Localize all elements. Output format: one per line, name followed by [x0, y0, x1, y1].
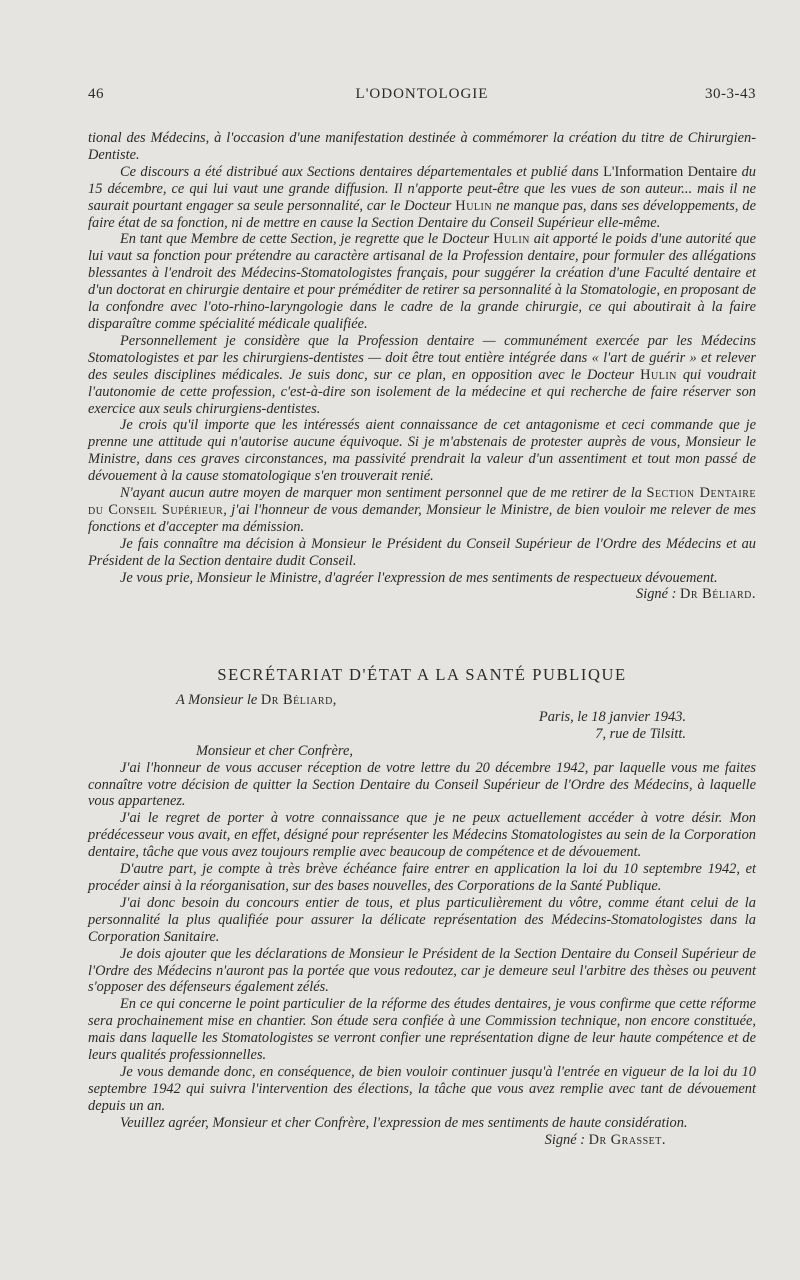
paragraph: J'ai donc besoin du concours entier de tous, et plus particulièrement du vôtre, comme étant celui de la personnalité la plus qualifiée pour assurer la délicate représentation des Médecins-Stomatologistes dans la Corporation Sanitaire. [88, 894, 756, 945]
paragraph: Je vous demande donc, en conséquence, de bien vouloir continuer jusqu'à l'entrée en vigueur de la loi du 10 septembre 1942 qui suivra l'intervention des élections, la tâche que vous avez remplie avec tant de dévouement depuis un an. [88, 1063, 756, 1114]
text-run: , j'ai l'honneur de vous demander, Monsieur le Ministre, de bien vouloir me relever de mes fonctions et d'accepter ma démission. [88, 501, 757, 535]
signature-name: Dr Béliard. [679, 586, 756, 603]
journal-title: L'ODONTOLOGIE [355, 86, 489, 102]
text-run: Je vous prie, Monsieur le Ministre, d'agréer l'expression de mes sentiments de respectueux dévouement. [120, 569, 718, 586]
issue-date: 30-3-43 [705, 86, 756, 102]
paragraph: En ce qui concerne le point particulier de la réforme des études dentaires, je vous confirme que cette réforme sera prochainement mise en chantier. Son étude sera confiée à une Commission technique, non encore constituée, mais dans laquelle les Stomatologistes se verront confier une représentation digne de leur haute compétence et de leurs qualités professionnelles. [88, 996, 756, 1064]
addressee [88, 692, 756, 709]
signature-name: Dr Grasset. [588, 1131, 666, 1148]
paragraph [88, 485, 756, 536]
person-name: Hulin [493, 231, 530, 248]
person-name: Dr Béliard, [260, 692, 337, 708]
salutation: Monsieur et cher Confrère, [196, 742, 353, 759]
paragraph: J'ai l'honneur de vous accuser réception de votre lettre du 20 décembre 1942, par laquelle vous me faites connaître votre décision de quitter la Section Dentaire du Conseil Supérieur de l'Ordre des Médecins, à laquelle vous appartenez. [88, 759, 756, 810]
paragraph: Je fais connaître ma décision à Monsieur le Président du Conseil Supérieur de l'Ordre des Médecins et au Président de la Section dentaire dudit Conseil. [88, 535, 756, 569]
text-run: A Monsieur le [176, 692, 261, 708]
text-run: qui voudrait l'autonomie de cette profession, c'est-à-dire son isolement de la médecine et qui recherche de faire réserver son exercice aux seuls chirurgiens-dentistes. [88, 366, 756, 417]
letter-beliard [88, 130, 756, 603]
signature [513, 1132, 756, 1149]
signature-label: Signé : [636, 586, 680, 603]
paragraph [88, 231, 756, 332]
page-number: 46 [88, 86, 104, 102]
text-run: Veuillez agréer, Monsieur et cher Confrère, l'expression de mes sentiments de haute considération. [120, 1114, 688, 1131]
text-run: Ce discours a été distribué aux Sections dentaires départementales et publié dans [120, 163, 604, 180]
paragraph [88, 333, 756, 418]
publication-name: L'Information Dentaire [603, 163, 738, 180]
person-name: Hulin [640, 366, 677, 383]
address: 7, rue de Tilsitt. [595, 725, 686, 742]
paragraph [88, 569, 756, 603]
signature [604, 586, 756, 603]
paragraph: Je dois ajouter que les déclarations de Monsieur le Président de la Section Dentaire du Conseil Supérieur de l'Ordre des Médecins n'auront pas la portée que vous redoutez, car je demeure seul l'arbitre des thèses ou peuvent s'opposer des défenseurs également zélés. [88, 945, 756, 996]
paragraph [88, 164, 756, 232]
text-run: du 15 décembre, ce qui lui vaut une grande diffusion. Il n'apporte peut-être que les vues de son auteur... mais il ne saurait pourtant engager sa seule personnalité, car le Docteur [88, 163, 756, 214]
section-title: SECRÉTARIAT D'ÉTAT A LA SANTÉ PUBLIQUE [217, 665, 627, 684]
signature-label: Signé : [544, 1131, 589, 1148]
paragraph: J'ai le regret de porter à votre connaissance que je ne peux actuellement accéder à votre désir. Mon prédécesseur vous avait, en effet, désigné pour représenter les Médecins Stomatologistes au sein de la Corporation dentaire, tâche que vous avez toujours remplie avec beaucoup de compétence et de dévouement. [88, 810, 756, 861]
letter-grasset [88, 692, 756, 1148]
paragraph: Je crois qu'il importe que les intéressés aient connaissance de cet antagonisme et ceci commande que je prenne une attitude qui n'autorise aucune équivoque. Si je m'abstenais de protester auprès de vous, Monsieur le Ministre, dans ces graves circonstances, ma passivité prendrait la valeur d'un assentiment et tout mon passé de dévouement à la cause stomatologique s'en trouverait renié. [88, 417, 756, 485]
text-run: Personnellement je considère que la Profession dentaire — communément exercée par les Médecins Stomatologistes et par les chirurgiens-dentistes — doit être tout entière intégrée dans « l'art de guérir » et relever des seules disciplines médicales. Je suis donc, sur ce plan, en opposition avec le Docteur [88, 332, 756, 383]
person-name: Hulin [455, 197, 493, 214]
text-run: ait apporté le poids d'une autorité que lui vaut sa fonction pour prétendre au caractère artisanal de la Profession dentaire, pour formuler des allégations blessantes à l'endroit des Médecins-Stomatologistes français, pour suggérer la création d'une Faculté dentaire et d'un doctorat en chirurgie dentaire et pour préméditer de retirer sa personnalité à la Stomatologie, en proposant de la confondre avec l'oto-rhino-laryngologie dans le cadre de la grande chirurgie, ce qui aboutirait à la faire disparaître comme spécialité médicale qualifiée. [88, 231, 757, 332]
institution-name: Section Dentaire du Conseil Supérieur [88, 485, 756, 518]
paragraph: tional des Médecins, à l'occasion d'une manifestation destinée à commémorer la création du titre de Chirurgien-Dentiste. [88, 130, 756, 163]
text-run: En tant que Membre de cette Section, je regrette que le Docteur [120, 231, 494, 248]
place-date: Paris, le 18 janvier 1943. [538, 708, 686, 725]
paragraph: D'autre part, je compte à très brève échéance faire entrer en application la loi du 10 septembre 1942, et procéder ainsi à la réorganisation, sur des bases nouvelles, des Corporations de la Santé Publique. [88, 861, 756, 894]
text-run: ne manque pas, dans ses développements, de faire état de sa fonction, ni de mettre en cause la Section Dentaire du Conseil Supérieur elle-même. [88, 197, 756, 231]
text-run: N'ayant aucun autre moyen de marquer mon sentiment personnel que de me retirer de la [120, 485, 647, 502]
paragraph [88, 1114, 756, 1148]
